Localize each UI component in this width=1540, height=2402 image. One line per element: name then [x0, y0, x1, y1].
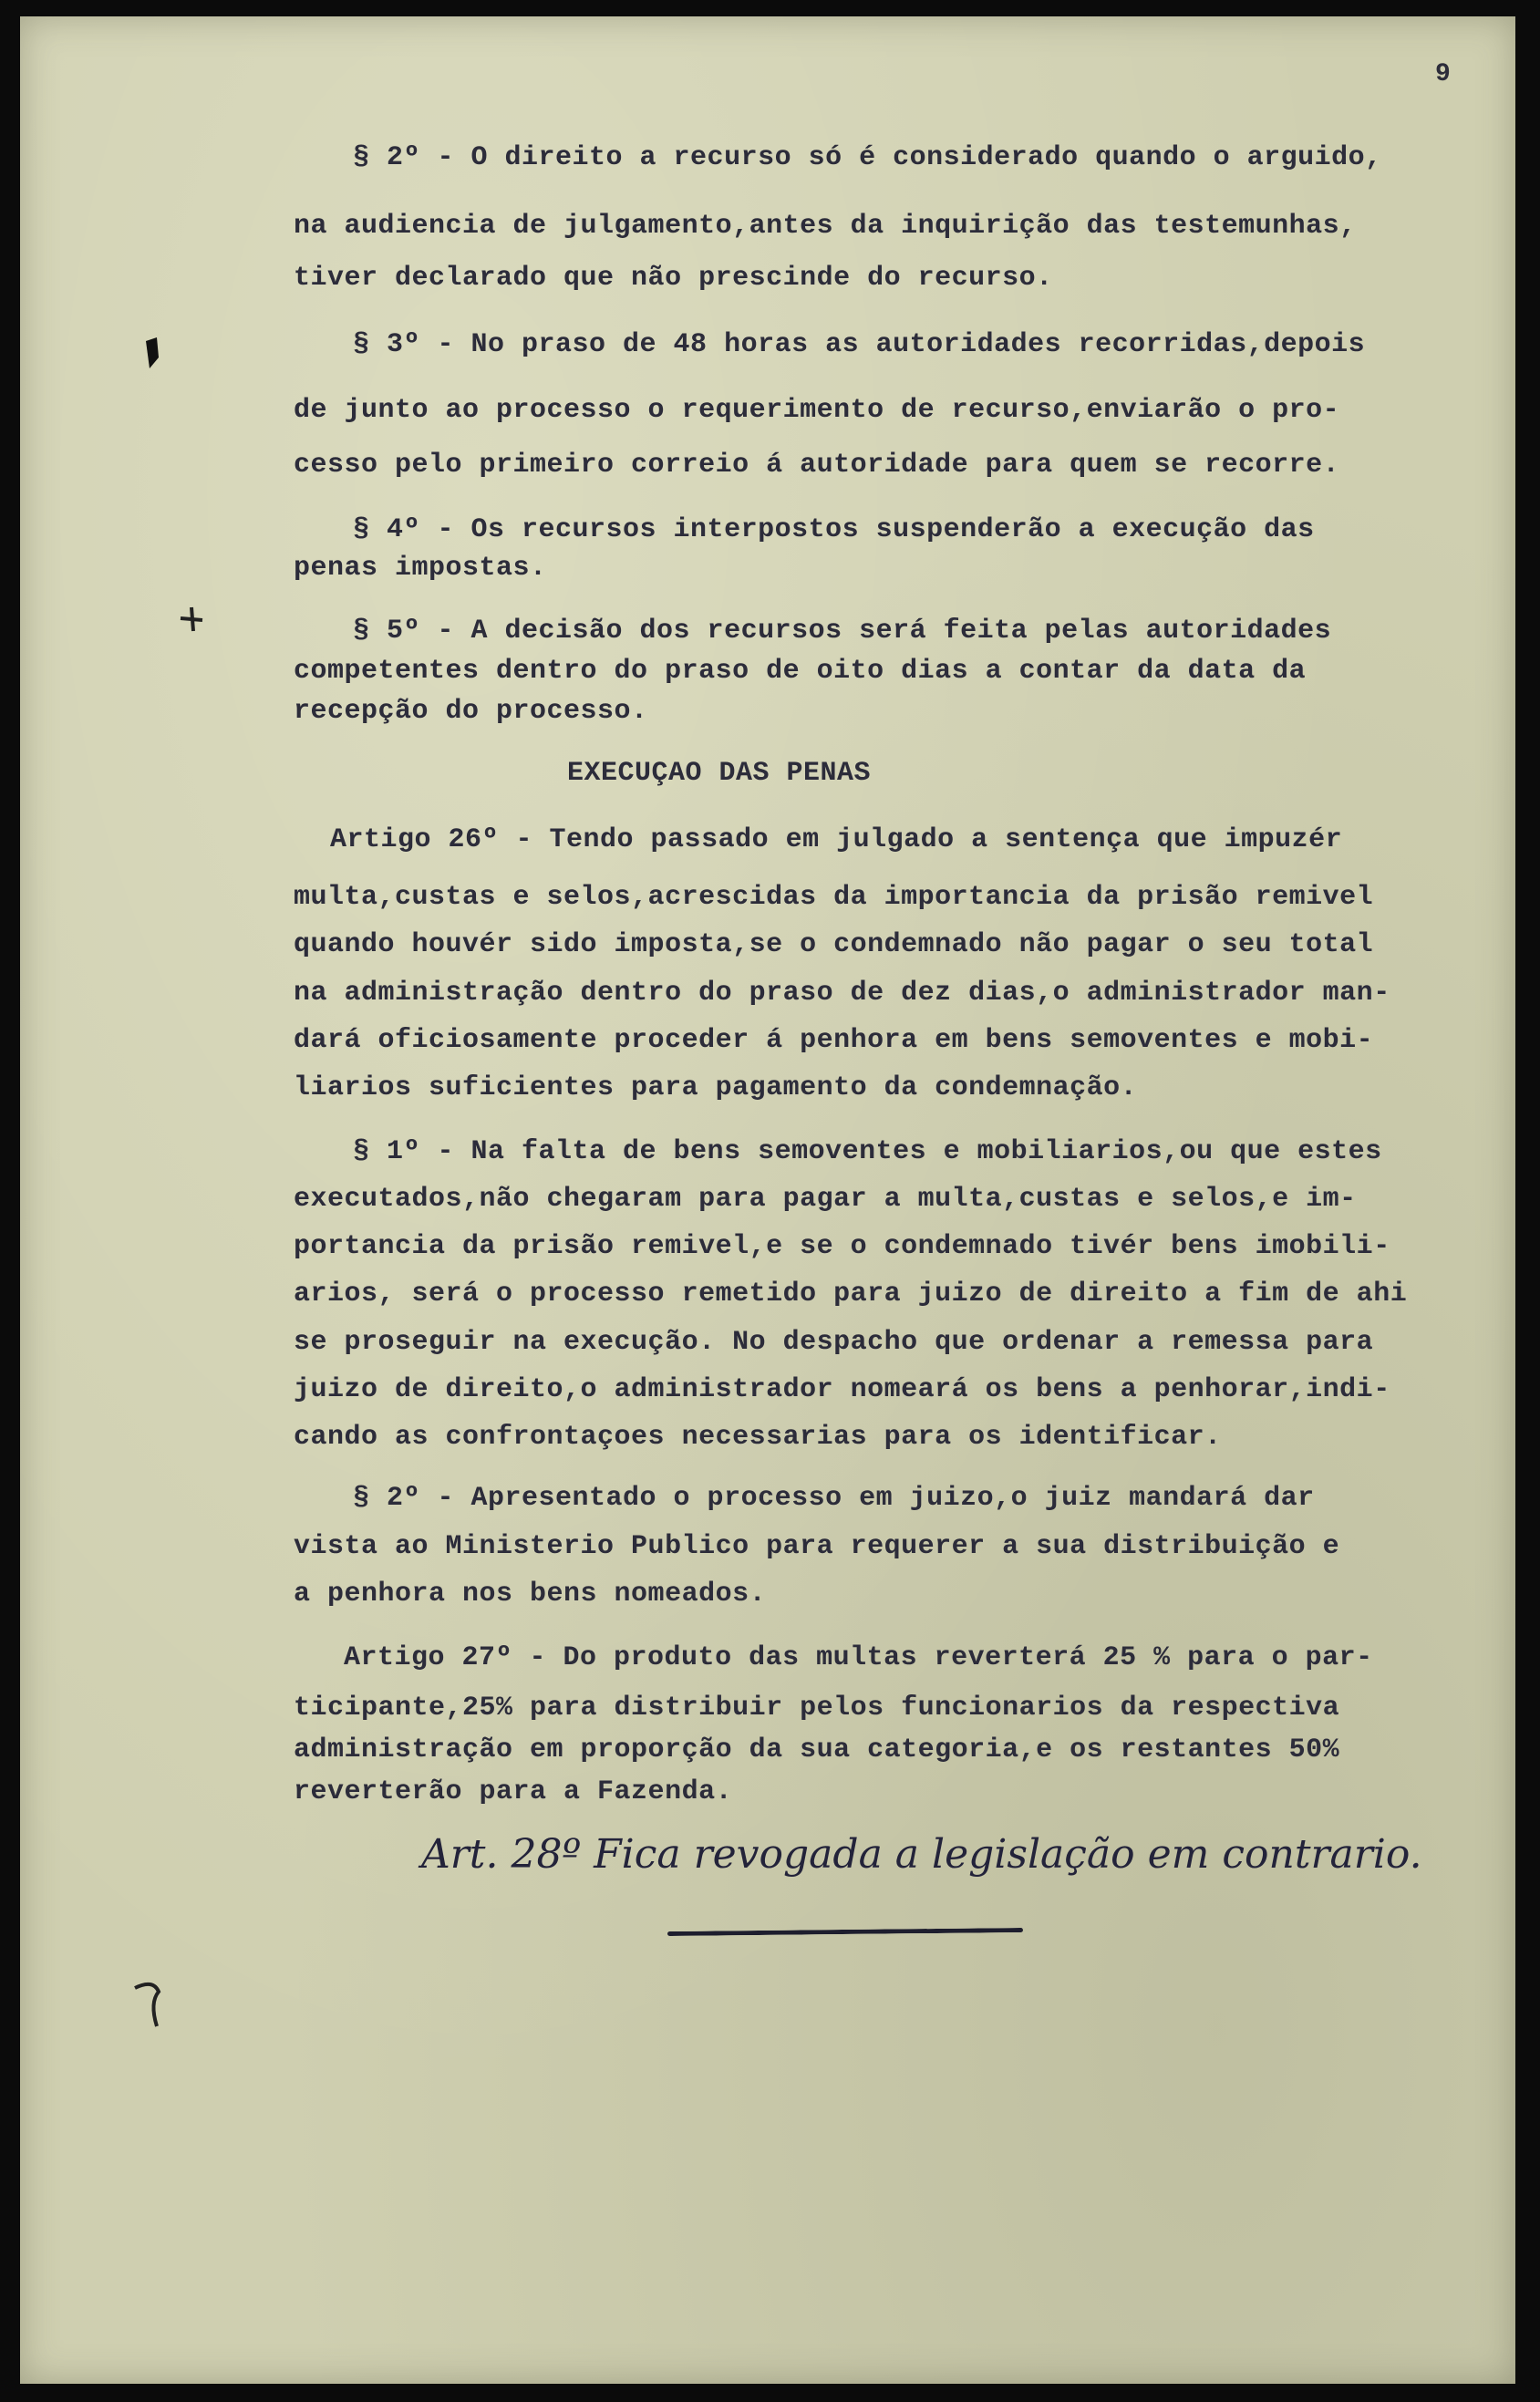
- text-line: executados,não chegaram para pagar a multa,custas e selos,e im-: [294, 1184, 1357, 1215]
- margin-hook-mark: [129, 1977, 175, 2032]
- text-line: liarios suficientes para pagamento da condemnação.: [294, 1072, 1138, 1103]
- text-line: penas impostas.: [294, 553, 547, 584]
- text-line: competentes dentro do praso de oito dias a contar da data da: [294, 656, 1307, 687]
- text-line: § 1º - Na falta de bens semoventes e mobiliarios,ou que estes: [353, 1136, 1382, 1167]
- text-line: recepção do processo.: [294, 696, 648, 727]
- text-line: arios, será o processo remetido para juizo de direito a fim de ahi: [294, 1279, 1408, 1310]
- text-line: § 2º - O direito a recurso só é considerado quando o arguido,: [353, 142, 1382, 173]
- text-line: multa,custas e selos,acrescidas da importancia da prisão remivel: [294, 882, 1374, 913]
- text-line: Artigo 27º - Do produto das multas reverterá 25 % para o par-: [344, 1642, 1373, 1673]
- text-line: cando as confrontaçoes necessarias para os identificar.: [294, 1422, 1222, 1453]
- text-line: a penhora nos bens nomeados.: [294, 1579, 767, 1610]
- text-line: de junto ao processo o requerimento de recurso,enviarão o pro-: [294, 395, 1340, 426]
- text-line: § 3º - No praso de 48 horas as autoridades recorridas,depois: [353, 329, 1366, 360]
- text-line: dará oficiosamente proceder á penhora em bens semoventes e mobi-: [294, 1025, 1374, 1056]
- text-line: portancia da prisão remivel,e se o condemnado tivér bens imobili-: [294, 1231, 1390, 1262]
- page-number: 9: [1435, 60, 1452, 88]
- text-line: administração em proporção da sua categoria,e os restantes 50%: [294, 1734, 1340, 1765]
- ink-blot-mark: [139, 336, 166, 372]
- text-line: § 2º - Apresentado o processo em juizo,o juiz mandará dar: [353, 1483, 1315, 1514]
- text-line: cesso pelo primeiro correio á autoridade para quem se recorre.: [294, 450, 1340, 481]
- document-page: [20, 16, 1515, 2384]
- text-line: § 5º - A decisão dos recursos será feita pelas autoridades: [353, 616, 1332, 647]
- text-line: se proseguir na execução. No despacho que ordenar a remessa para: [294, 1327, 1374, 1358]
- margin-arrow-mark: [175, 600, 212, 637]
- text-line: na administração dentro do praso de dez dias,o administrador man-: [294, 978, 1390, 1009]
- text-line: ticipante,25% para distribuir pelos funcionarios da respectiva: [294, 1693, 1340, 1724]
- text-line: § 4º - Os recursos interpostos suspenderão a execução das: [353, 514, 1315, 545]
- handwritten-note: Art. 28º Fica revogada a legislação em contrario.: [421, 1831, 1422, 1878]
- text-line: vista ao Ministerio Publico para requerer a sua distribuição e: [294, 1531, 1340, 1562]
- section-heading: EXECUÇAO DAS PENAS: [567, 758, 872, 789]
- text-line: Artigo 26º - Tendo passado em julgado a sentença que impuzér: [330, 824, 1343, 855]
- text-line: reverterão para a Fazenda.: [294, 1776, 733, 1807]
- closing-rule: [667, 1928, 1023, 1936]
- text-line: quando houvér sido imposta,se o condemnado não pagar o seu total: [294, 929, 1374, 960]
- text-line: tiver declarado que não prescinde do recurso.: [294, 263, 1053, 294]
- text-line: na audiencia de julgamento,antes da inquirição das testemunhas,: [294, 211, 1357, 242]
- text-line: juizo de direito,o administrador nomeará os bens a penhorar,indi-: [294, 1374, 1390, 1405]
